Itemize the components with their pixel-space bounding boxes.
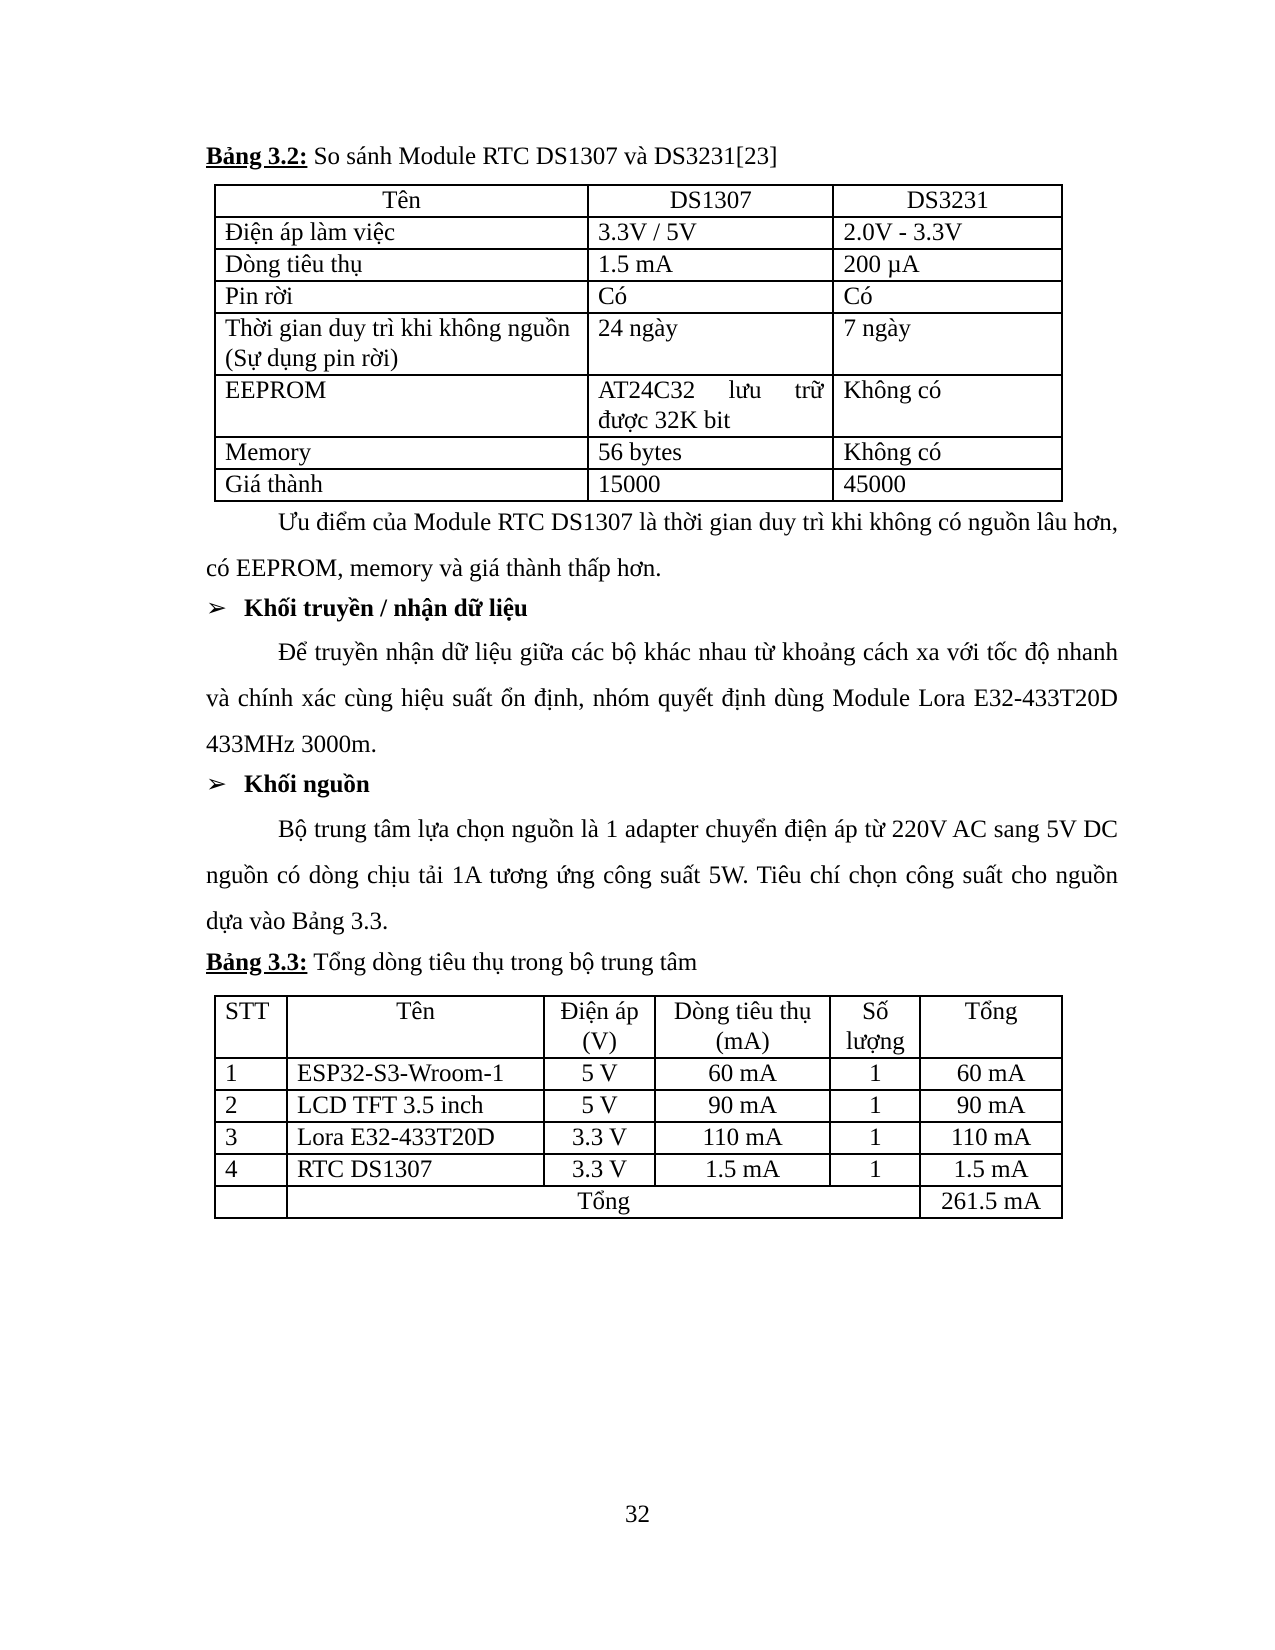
table-cell: 7 ngày xyxy=(833,313,1062,375)
table-cell: 1.5 mA xyxy=(588,249,833,281)
table-cell: LCD TFT 3.5 inch xyxy=(287,1090,544,1122)
total-label: Tổng xyxy=(287,1186,920,1218)
power-consumption-table xyxy=(214,995,1063,1219)
total-value: 261.5 mA xyxy=(920,1186,1062,1218)
paragraph xyxy=(206,807,1118,945)
header-line: lượng xyxy=(846,1028,905,1055)
table-row xyxy=(215,375,1062,437)
table-cell: 110 mA xyxy=(655,1122,830,1154)
table-cell: Memory xyxy=(215,437,588,469)
header-line: (V) xyxy=(582,1028,617,1055)
header-line: (mA) xyxy=(715,1028,770,1055)
table-row xyxy=(215,1122,1062,1154)
table-cell xyxy=(588,375,833,437)
table-row xyxy=(215,185,1062,217)
table-cell: 200 µA xyxy=(833,249,1062,281)
section-heading xyxy=(206,592,528,626)
table-cell: 60 mA xyxy=(920,1058,1062,1090)
table-cell xyxy=(215,1186,287,1218)
table1-caption-text: So sánh Module RTC DS1307 và DS3231[23] xyxy=(307,143,778,170)
table-cell: ESP32-S3-Wroom-1 xyxy=(287,1058,544,1090)
table-cell: 1.5 mA xyxy=(655,1154,830,1186)
table1-caption-label: Bảng 3.2: xyxy=(206,143,308,170)
table-cell: RTC DS1307 xyxy=(287,1154,544,1186)
table-cell: 90 mA xyxy=(655,1090,830,1122)
table-cell: 3.3 V xyxy=(544,1154,655,1186)
section-heading-text: Khối truyền / nhận dữ liệu xyxy=(244,595,528,622)
table-row xyxy=(215,1154,1062,1186)
table-cell: 3.3V / 5V xyxy=(588,217,833,249)
table2-caption-label: Bảng 3.3: xyxy=(206,949,308,976)
table-cell: Pin rời xyxy=(215,281,588,313)
table-row xyxy=(215,281,1062,313)
paragraph xyxy=(206,630,1118,768)
table-cell: Không có xyxy=(833,375,1062,437)
arrow-bullet-icon: ➢ xyxy=(206,771,227,798)
table-cell: Có xyxy=(588,281,833,313)
table-cell: Lora E32-433T20D xyxy=(287,1122,544,1154)
table1-caption xyxy=(206,140,777,174)
table-cell: 3.3 V xyxy=(544,1122,655,1154)
table-row xyxy=(215,313,1062,375)
table-row xyxy=(215,1058,1062,1090)
page-number: 32 xyxy=(625,1501,650,1528)
paragraph-text: Để truyền nhận dữ liệu giữa các bộ khác nhau từ khoảng cách xa với tốc độ nhanh và chính xác cùng hiệu suất ổn định, nhóm quyết định dùng Module Lora E32-433T20D 433MHz 3000m. xyxy=(206,639,1118,758)
header-line: Điện áp xyxy=(560,998,639,1025)
table-cell: 1 xyxy=(830,1058,920,1090)
table-row xyxy=(215,469,1062,501)
table-cell: 5 V xyxy=(544,1090,655,1122)
table-cell: 5 V xyxy=(544,1058,655,1090)
table-cell-line: Thời gian duy trì khi không nguồn xyxy=(225,315,571,342)
table-cell: Không có xyxy=(833,437,1062,469)
table-cell: 60 mA xyxy=(655,1058,830,1090)
table-cell: 1 xyxy=(830,1122,920,1154)
table2-caption-text: Tổng dòng tiêu thụ trong bộ trung tâm xyxy=(307,949,698,976)
table-cell: 24 ngày xyxy=(588,313,833,375)
header-line: Dòng tiêu thụ xyxy=(673,998,812,1025)
table-cell: 3 xyxy=(215,1122,287,1154)
table-cell: EEPROM xyxy=(215,375,588,437)
table-cell-line: được 32K bit xyxy=(598,407,731,434)
arrow-bullet-icon: ➢ xyxy=(206,595,227,622)
table-cell: 1 xyxy=(830,1090,920,1122)
section-heading-text: Khối nguồn xyxy=(244,771,370,798)
table-cell: 2.0V - 3.3V xyxy=(833,217,1062,249)
table-cell: Có xyxy=(833,281,1062,313)
table2-caption xyxy=(206,946,697,980)
table-total-row xyxy=(215,1186,1062,1218)
table-cell: 1 xyxy=(830,1154,920,1186)
table-cell: 4 xyxy=(215,1154,287,1186)
table-cell: 110 mA xyxy=(920,1122,1062,1154)
paragraph-text: Bộ trung tâm lựa chọn nguồn là 1 adapter chuyển điện áp từ 220V AC sang 5V DC nguồn có dòng chịu tải 1A tương ứng công suất 5W. Tiêu chí chọn công suất cho nguồn dựa vào Bảng 3.3. xyxy=(206,816,1118,935)
table-row xyxy=(215,437,1062,469)
header-line: Số xyxy=(862,998,889,1025)
table-header-cell: DS1307 xyxy=(588,185,833,217)
table-header-cell xyxy=(544,996,655,1058)
table-row xyxy=(215,217,1062,249)
table-cell: 56 bytes xyxy=(588,437,833,469)
table-cell: 2 xyxy=(215,1090,287,1122)
table-cell xyxy=(215,313,588,375)
table-cell: Dòng tiêu thụ xyxy=(215,249,588,281)
table-header-cell xyxy=(830,996,920,1058)
table-row xyxy=(215,249,1062,281)
table-cell: Điện áp làm việc xyxy=(215,217,588,249)
table-cell: 1.5 mA xyxy=(920,1154,1062,1186)
table-row xyxy=(215,996,1062,1058)
table-cell: 45000 xyxy=(833,469,1062,501)
table-header-cell: Tên xyxy=(215,185,588,217)
paragraph xyxy=(206,500,1118,592)
table-header-cell: Tên xyxy=(287,996,544,1058)
table-row xyxy=(215,1090,1062,1122)
table-header-cell: DS3231 xyxy=(833,185,1062,217)
table-cell-line: (Sự dụng pin rời) xyxy=(225,345,399,372)
table-cell: 15000 xyxy=(588,469,833,501)
table-header-cell xyxy=(655,996,830,1058)
paragraph-text: Ưu điểm của Module RTC DS1307 là thời gian duy trì khi không có nguồn lâu hơn, có EEPROM, memory và giá thành thấp hơn. xyxy=(206,509,1118,582)
section-heading xyxy=(206,768,370,802)
table-header-cell: STT xyxy=(215,996,287,1058)
table-cell: Giá thành xyxy=(215,469,588,501)
table-cell: 90 mA xyxy=(920,1090,1062,1122)
table-cell-line: AT24C32 lưu trữ xyxy=(598,377,824,404)
table-header-cell: Tổng xyxy=(920,996,1062,1058)
rtc-comparison-table xyxy=(214,184,1063,502)
table-cell: 1 xyxy=(215,1058,287,1090)
